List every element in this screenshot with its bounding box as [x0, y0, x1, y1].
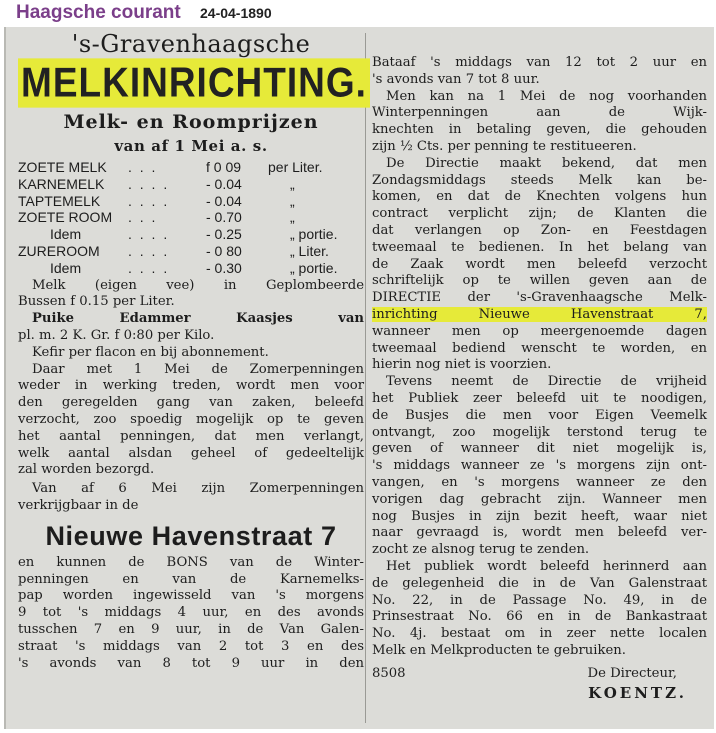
paragraph-winter-tokens: [372, 89, 707, 156]
text-line: het Publiek zeer beleefd uit te noodigen,: [372, 390, 707, 406]
text-line: Men kan na 1 Mei de nog voorhanden: [386, 88, 707, 104]
paragraph-bataaf: [372, 55, 707, 89]
price-dots: . . .: [128, 159, 158, 175]
text-line: penningen en van de Karnemelks-: [18, 571, 364, 587]
price-row: [18, 209, 364, 226]
price-name: TAPTEMELK: [18, 192, 101, 209]
text-line: de Zaak wordt men beleefd verzocht: [372, 256, 707, 272]
text-line: de gelegenheid die in de Van Galenstraat: [372, 575, 707, 591]
right-column: [372, 55, 707, 704]
price-list: [18, 159, 364, 277]
signature-row: [372, 666, 707, 683]
text-line: dat verlangen op Zon- en Feestdagen: [372, 222, 707, 238]
text-line: [372, 290, 707, 307]
text-line: zal worden bezorgd.: [18, 462, 155, 478]
text-line: Melk en Melkproducten te gebruiken.: [372, 642, 626, 658]
text-line: knechten in betaling geven, die gehouden: [372, 122, 707, 138]
address-heading: Nieuwe Havenstraat 7: [45, 520, 337, 551]
text-line: 9 tot 's middags 4 uur, en des avonds: [18, 605, 364, 621]
text-line: Bataaf 's middags van 12 tot 2 uur en: [372, 55, 707, 70]
page-header: [0, 0, 716, 26]
price-row: [18, 159, 364, 176]
text-line: zijn ½ Cts. per penning te restitueeren.: [372, 138, 637, 154]
text-line: welk aantal alsdan geheel of gedeeltelijk: [18, 445, 364, 461]
text-line: Prinsestraat No. 66 en in de Bankastraat: [372, 609, 707, 625]
text-line: vangen, en 's morgens wanneer ze den: [372, 474, 707, 490]
price-value: - 0.30: [206, 259, 242, 276]
paragraph-sunday-service: [372, 156, 707, 374]
paragraph-summer-tokens: [18, 362, 364, 480]
newspaper-clipping: [4, 27, 714, 729]
price-name: ZUREROOM: [18, 242, 100, 259]
price-unit: „: [290, 209, 295, 226]
price-unit: per Liter.: [268, 159, 323, 175]
text-line: contract verplicht zijn; de Klanten die: [372, 206, 707, 222]
text-line: verkrijgbaar in de: [18, 497, 139, 513]
price-value: - 0.70: [206, 209, 242, 226]
price-dots: . . . .: [128, 192, 170, 209]
price-row: [18, 176, 364, 193]
text-line: vorigen dag gebracht zijn. Wanneer men: [372, 491, 707, 507]
paragraph-cheese: [18, 311, 364, 345]
publication-date: 24-04-1890: [200, 5, 272, 21]
text-line: Tevens neemt de Directie de vrijheid: [386, 374, 707, 390]
left-column: [18, 27, 367, 672]
column-divider: [365, 33, 366, 723]
ad-title-main-wrap: [18, 59, 367, 106]
text-line: Het publiek wordt beleefd herinnerd aan: [386, 558, 707, 574]
text-line: wanneer men op meergenoemde dagen: [372, 323, 707, 339]
text-line: zocht ze alsnog terug te zenden.: [372, 542, 590, 558]
text-line: Bussen f 0.15 per Liter.: [18, 294, 175, 310]
price-dots: . . . .: [128, 175, 170, 192]
text-line: tweemaal bediend wenscht te worden, en: [372, 340, 707, 356]
text-line: Puike Edammer Kaasjes van: [32, 311, 364, 327]
text-line: Melk (eigen vee) in Geplombeerde: [32, 277, 364, 293]
text-line: Daar met 1 Mei de Zomerpenningen: [32, 361, 364, 377]
text-line: schriftelijk op te willen geven aan de: [372, 273, 707, 289]
price-dots: . . . .: [128, 259, 170, 276]
price-row: [18, 243, 364, 260]
text-line: nog Busjes in zijn bezit heeft, waar niet: [372, 508, 707, 524]
newspaper-title: Haagsche courant: [16, 2, 181, 23]
text-line: 's middags wanneer ze 's morgens zijn ont-: [372, 458, 707, 474]
text-line: straat 's middags van 2 tot 3 en des: [18, 638, 364, 654]
text-line: tusschen 7 en 9 uur, in de Van Galen-: [18, 621, 364, 637]
text-line: den geregelden gang van zaken, beleefd: [18, 395, 364, 411]
price-value: f 0 09: [206, 159, 242, 175]
text-line: komen, en dat de Knechten volgens hun: [372, 189, 707, 205]
price-row: [18, 226, 364, 243]
text-line: verzocht, zoo spoedig mogelijk op te geven: [18, 411, 364, 427]
paragraph-locations: [372, 559, 707, 660]
text-line: Kefir per flacon en bij abonnement.: [32, 344, 269, 360]
text-line: De Directie maakt bekend, dat men: [386, 155, 707, 171]
price-name: ZOETE MELK: [18, 159, 107, 175]
ad-effective-date: van af 1 Mei a. s.: [114, 137, 268, 155]
highlighted-text: DIRECTIE der 's-Gravenhaagsche Melk-: [372, 290, 707, 306]
price-name: Idem: [50, 259, 82, 276]
price-unit: „: [290, 175, 295, 192]
ad-title-city: 's-Gravenhaagsche: [71, 30, 311, 58]
text-line: weder in werking treden, wordt men voor: [18, 378, 364, 394]
paragraph-return-cans: [372, 374, 707, 559]
price-unit: „: [290, 192, 295, 209]
text-line: Zondagsmiddags steeds Melk kan be-: [372, 172, 707, 188]
text-line: de Busjes die men voor Eigen Veemelk: [372, 407, 707, 423]
paragraph-bons: [18, 555, 364, 673]
text-line: No. 4j. bestaat om in zeer nette localen: [372, 626, 707, 642]
price-dots: . . . .: [128, 226, 170, 243]
price-unit: „ portie.: [290, 259, 338, 276]
price-value: - 0.04: [206, 192, 242, 209]
ad-subtitle: Melk- en Roomprijzen: [63, 111, 319, 133]
signature-title: De Directeur,: [587, 665, 677, 681]
price-dots: . . .: [128, 209, 158, 226]
text-line: [372, 307, 707, 324]
text-line: pap worden ingewisseld van 's morgens: [18, 588, 364, 604]
ad-title-main: MELKINRICHTING.: [18, 58, 370, 107]
paragraph-milk-own-cattle: [18, 278, 364, 312]
price-name: Idem: [50, 226, 82, 243]
price-unit: „ Liter.: [290, 242, 329, 259]
price-row: [18, 260, 364, 277]
text-line: en kunnen de BONS van de Winter-: [18, 554, 364, 570]
signature-name: KOENTZ.: [588, 684, 687, 703]
price-value: - 0.04: [206, 175, 242, 192]
text-line: geven of wanneer dit niet mogelijk is,: [372, 441, 707, 457]
price-value: - 0 80: [206, 242, 242, 259]
text-line: naar gevraagd is, wordt men beleefd ver-: [372, 525, 707, 541]
text-line: ontvangt, zoo mogelijk terstond terug te: [372, 424, 707, 440]
text-line: Winterpenningen aan de Wijk-: [372, 105, 707, 121]
text-line: No. 22, in de Passage No. 49, in de: [372, 592, 707, 608]
price-row: [18, 193, 364, 210]
text-line: 's avonds van 7 tot 8 uur.: [372, 71, 540, 87]
text-line: het aantal penningen, dat men verlangt,: [18, 428, 364, 444]
price-value: - 0.25: [206, 226, 242, 243]
text-line: hierin nog niet is voorzien.: [372, 357, 552, 373]
price-dots: . . . .: [128, 242, 170, 259]
paragraph-kefir: [18, 345, 364, 362]
price-name: KARNEMELK: [18, 175, 105, 192]
price-unit: „ portie.: [290, 226, 338, 243]
highlighted-text: inrichting Nieuwe Havenstraat 7,: [372, 306, 707, 322]
text-line: pl. m. 2 K. Gr. f 0:80 per Kilo.: [18, 327, 215, 343]
text-line: 's avonds van 8 tot 9 uur in den: [18, 655, 364, 671]
reference-number: 8508: [372, 665, 406, 681]
text-line: Van af 6 Mei zijn Zomerpenningen: [32, 481, 364, 497]
price-name: ZOETE ROOM: [18, 209, 113, 226]
text-line: tweemaal te bedienen. In het belang van: [372, 239, 707, 255]
paragraph-available-from: [18, 481, 364, 515]
